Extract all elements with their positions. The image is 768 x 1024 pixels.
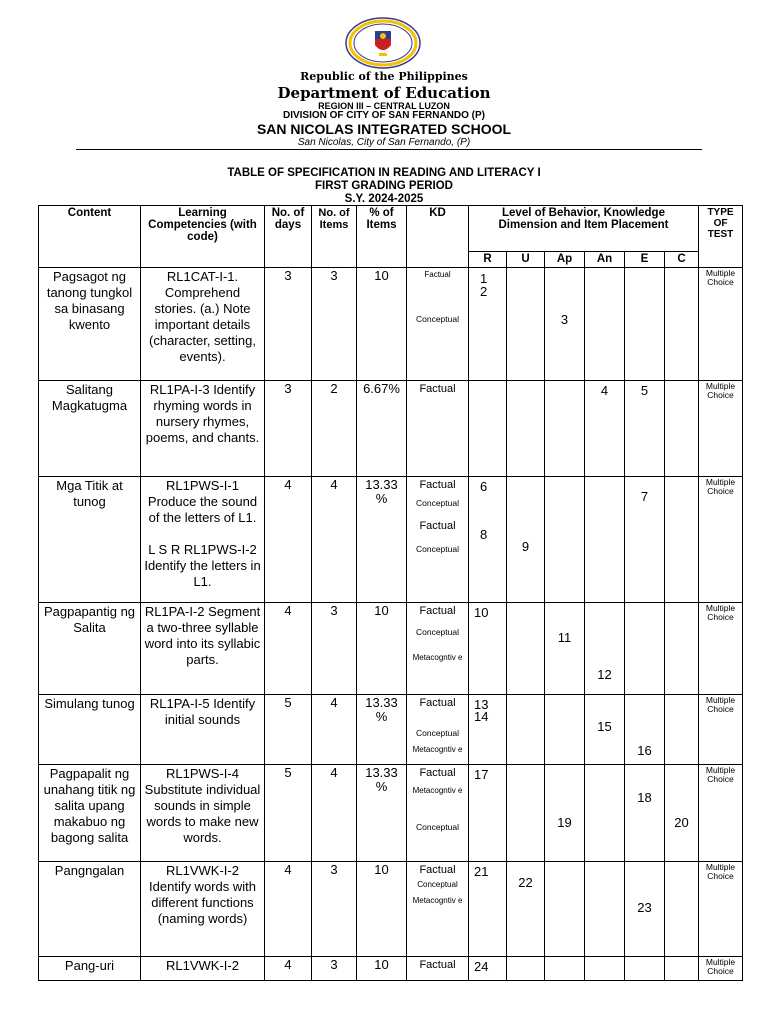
item-number: 16 — [637, 743, 652, 758]
kd-cell — [407, 381, 469, 477]
content-cell: Pagpapantig ng Salita — [39, 603, 141, 695]
competency-text: RL1PWS-I-1 Produce the sound of the letters of L1. — [147, 478, 258, 525]
item-number: 11 — [557, 630, 572, 645]
item-number: 24 — [474, 959, 489, 974]
level-c-cell — [665, 268, 699, 381]
level-e-cell — [625, 862, 665, 957]
col-items-header: No. of Items — [312, 206, 357, 268]
item-number: 10 — [474, 605, 489, 620]
type-cell: Multiple Choice — [699, 381, 743, 477]
col-days-header: No. of days — [265, 206, 312, 268]
level-an-cell — [585, 268, 625, 381]
item-number: 4 — [600, 383, 609, 398]
percent-cell: 6.67% — [357, 381, 407, 477]
kd-label: Factual — [419, 864, 456, 876]
kd-label: Metacogntiv e — [412, 786, 463, 795]
kd-label: Conceptual — [417, 880, 458, 889]
competency-cell: RL1PWS-I-4 Substitute individual sounds in simple words to make new words. — [141, 765, 265, 862]
type-cell: Multiple Choice — [699, 268, 743, 381]
item-number: 5 — [640, 383, 649, 398]
item-number: 18 — [637, 790, 652, 805]
item-number: 13 — [474, 697, 489, 712]
items-cell: 3 — [312, 603, 357, 695]
type-cell: Multiple Choice — [699, 695, 743, 765]
kd-label: Factual — [424, 270, 451, 279]
item-number: 15 — [597, 719, 612, 734]
item-number: 22 — [518, 875, 533, 890]
items-cell: 3 — [312, 268, 357, 381]
days-cell: 5 — [265, 765, 312, 862]
kd-label: Factual — [419, 959, 456, 971]
competency-cell: RL1PA-I-5 Identify initial sounds — [141, 695, 265, 765]
item-number: 17 — [474, 767, 489, 782]
level-ap-cell — [545, 957, 585, 981]
level-an-cell — [585, 862, 625, 957]
kd-label: Metacogntiv e — [412, 745, 463, 754]
table-row — [39, 477, 743, 603]
level-u-cell — [507, 381, 545, 477]
kd-cell — [407, 957, 469, 981]
item-number: 7 — [640, 489, 649, 504]
item-number: 3 — [560, 312, 569, 327]
content-cell: Pagpapalit ng unahang titik ng salita upang makabuo ng bagong salita — [39, 765, 141, 862]
competency-text: L S R RL1PWS-I-2 Identify the letters in L1. — [144, 542, 261, 589]
level-r-cell — [469, 268, 507, 381]
kd-label: Factual — [419, 767, 456, 779]
col-content-header: Content — [39, 206, 141, 268]
kd-label: Conceptual — [415, 728, 459, 738]
content-cell: Simulang tunog — [39, 695, 141, 765]
table-row — [39, 268, 743, 381]
item-number: 12 — [597, 667, 612, 682]
level-u-cell — [507, 765, 545, 862]
level-r-cell — [469, 603, 507, 695]
days-cell: 3 — [265, 268, 312, 381]
content-cell: Pagsagot ng tanong tungkol sa binasang kwento — [39, 268, 141, 381]
content-cell: Pangngalan — [39, 862, 141, 957]
kd-label: Factual — [419, 383, 456, 395]
kd-cell — [407, 862, 469, 957]
level-e-cell — [625, 603, 665, 695]
days-cell: 5 — [265, 695, 312, 765]
school-name: SAN NICOLAS INTEGRATED SCHOOL — [256, 121, 512, 137]
level-an-cell — [585, 695, 625, 765]
item-number: 14 — [474, 709, 489, 724]
department-line: Department of Education — [277, 84, 491, 102]
division-line: DIVISION OF CITY OF SAN FERNANDO (P) — [282, 110, 486, 121]
kd-cell — [407, 268, 469, 381]
level-r-cell — [469, 765, 507, 862]
level-c-cell — [665, 765, 699, 862]
item-number: 9 — [521, 539, 530, 554]
items-cell: 3 — [312, 957, 357, 981]
table-row — [39, 603, 743, 695]
kd-label: Metacogntiv e — [412, 653, 463, 662]
level-c-cell — [665, 695, 699, 765]
level-c-cell — [665, 477, 699, 603]
table-row — [39, 381, 743, 477]
level-e-cell — [625, 765, 665, 862]
level-an-cell — [585, 477, 625, 603]
level-an-header: An — [585, 252, 625, 268]
type-cell: Multiple Choice — [699, 477, 743, 603]
percent-cell: 13.33 % — [357, 695, 407, 765]
type-cell: Multiple Choice — [699, 957, 743, 981]
level-e-cell — [625, 957, 665, 981]
level-u-cell — [507, 862, 545, 957]
level-e-cell — [625, 477, 665, 603]
region-line: REGION III – CENTRAL LUZON — [318, 101, 450, 111]
competency-cell: RL1VWK-I-2 — [141, 957, 265, 981]
level-e-cell — [625, 268, 665, 381]
kd-label: Conceptual — [415, 544, 459, 554]
level-ap-cell — [545, 862, 585, 957]
item-number: 8 — [480, 527, 488, 542]
item-number: 23 — [637, 900, 652, 915]
level-ap-cell — [545, 477, 585, 603]
percent-cell: 10 — [357, 957, 407, 981]
item-number: 2 — [480, 284, 488, 299]
level-e-cell — [625, 381, 665, 477]
type-cell: Multiple Choice — [699, 862, 743, 957]
level-an-cell — [585, 603, 625, 695]
level-r-cell — [469, 695, 507, 765]
level-c-cell — [665, 957, 699, 981]
items-cell: 3 — [312, 862, 357, 957]
competency-cell: RL1CAT-I-1. Comprehend stories. (a.) Note important details (character, setting, events). — [141, 268, 265, 381]
level-an-cell — [585, 957, 625, 981]
percent-cell: 10 — [357, 268, 407, 381]
level-c-cell — [665, 381, 699, 477]
level-u-cell — [507, 957, 545, 981]
item-number: 1 — [480, 271, 488, 286]
level-u-cell — [507, 268, 545, 381]
percent-cell: 10 — [357, 862, 407, 957]
content-cell: Salitang Magkatugma — [39, 381, 141, 477]
deped-seal-logo — [343, 17, 423, 69]
table-row — [39, 765, 743, 862]
days-cell: 4 — [265, 477, 312, 603]
item-number: 20 — [674, 815, 689, 830]
items-cell: 4 — [312, 765, 357, 862]
specification-table — [38, 205, 743, 981]
level-an-cell — [585, 765, 625, 862]
level-e-header: E — [625, 252, 665, 268]
table-row — [39, 957, 743, 981]
percent-cell: 13.33 % — [357, 477, 407, 603]
kd-label: Conceptual — [415, 314, 459, 324]
items-cell: 2 — [312, 381, 357, 477]
school-address: San Nicolas, City of San Fernando, (P) — [297, 137, 471, 148]
items-cell: 4 — [312, 477, 357, 603]
item-number: 6 — [480, 479, 488, 494]
percent-cell: 10 — [357, 603, 407, 695]
level-ap-header: Ap — [545, 252, 585, 268]
kd-cell — [407, 765, 469, 862]
col-level-header: Level of Behavior, Knowledge Dimension and Item Placement — [469, 206, 699, 252]
kd-label: Factual — [419, 697, 456, 709]
kd-cell — [407, 695, 469, 765]
items-cell: 4 — [312, 695, 357, 765]
level-c-cell — [665, 603, 699, 695]
level-ap-cell — [545, 695, 585, 765]
days-cell: 4 — [265, 957, 312, 981]
level-an-cell — [585, 381, 625, 477]
competency-cell: RL1PA-I-2 Segment a two-three syllable word into its syllabic parts. — [141, 603, 265, 695]
kd-label: Factual — [419, 605, 456, 617]
type-cell: Multiple Choice — [699, 765, 743, 862]
days-cell: 3 — [265, 381, 312, 477]
item-number: 19 — [557, 815, 572, 830]
level-r-cell — [469, 957, 507, 981]
kd-label: Conceptual — [415, 627, 459, 637]
level-ap-cell — [545, 603, 585, 695]
competency-cell: RL1VWK-I-2 Identify words with different functions (naming words) — [141, 862, 265, 957]
col-competencies-header: Learning Competencies (with code) — [141, 206, 265, 268]
competency-cell: RL1PA-I-3 Identify rhyming words in nursery rhymes, poems, and chants. — [141, 381, 265, 477]
level-u-header: U — [507, 252, 545, 268]
level-ap-cell — [545, 268, 585, 381]
level-ap-cell — [545, 765, 585, 862]
level-u-cell — [507, 603, 545, 695]
level-u-cell — [507, 695, 545, 765]
grading-period: FIRST GRADING PERIOD — [314, 180, 453, 192]
kd-label: Metacogntiv e — [412, 896, 463, 905]
level-r-cell — [469, 381, 507, 477]
kd-label: Factual — [419, 520, 456, 532]
level-ap-cell — [545, 381, 585, 477]
table-row — [39, 862, 743, 957]
content-cell: Pang-uri — [39, 957, 141, 981]
level-r-header: R — [469, 252, 507, 268]
doc-title: TABLE OF SPECIFICATION IN READING AND LITERACY I — [227, 167, 541, 179]
col-type-header: TYPE OF TEST — [699, 206, 743, 268]
days-cell: 4 — [265, 603, 312, 695]
content-cell: Mga Titik at tunog — [39, 477, 141, 603]
kd-label: Conceptual — [415, 498, 459, 508]
header-divider — [76, 149, 702, 150]
kd-cell — [407, 477, 469, 603]
level-r-cell — [469, 477, 507, 603]
kd-label: Conceptual — [415, 822, 459, 832]
republic-line: Republic of the Philippines — [300, 70, 468, 83]
col-percent-header: % of Items — [357, 206, 407, 268]
level-e-cell — [625, 695, 665, 765]
item-number: 21 — [474, 864, 489, 879]
percent-cell: 13.33 % — [357, 765, 407, 862]
level-u-cell — [507, 477, 545, 603]
days-cell: 4 — [265, 862, 312, 957]
level-r-cell — [469, 862, 507, 957]
table-row — [39, 695, 743, 765]
level-c-cell — [665, 862, 699, 957]
kd-label: Factual — [419, 479, 456, 491]
school-year: S.Y. 2024-2025 — [344, 193, 424, 205]
level-c-header: C — [665, 252, 699, 268]
kd-cell — [407, 603, 469, 695]
competency-cell — [141, 477, 265, 603]
type-cell: Multiple Choice — [699, 603, 743, 695]
col-kd-header: KD — [407, 206, 469, 268]
